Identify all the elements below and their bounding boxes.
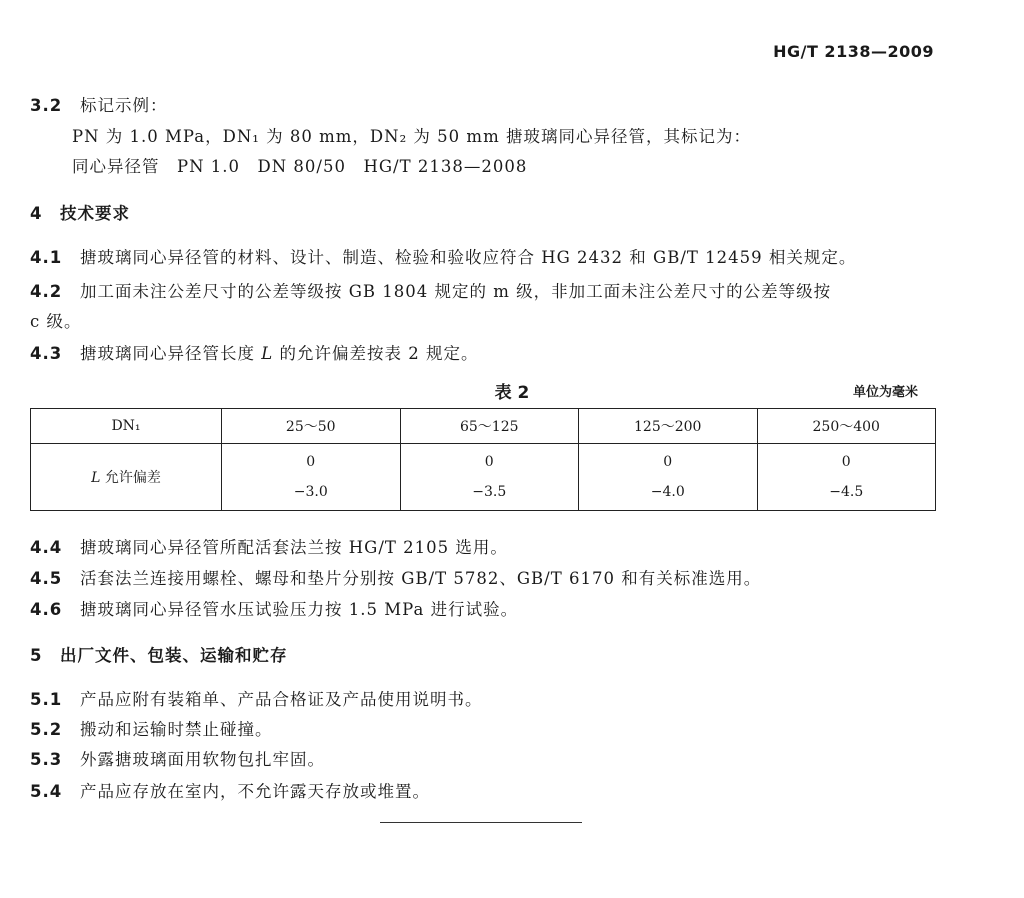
end-rule [380, 822, 582, 823]
clause-text: 加工面未注公差尺寸的公差等级按 GB 1804 规定的 m 级，非加工面未注公差尺寸的公差等级按 [80, 282, 832, 301]
length-symbol: L [261, 344, 274, 363]
clause-4-3 [30, 340, 478, 364]
clause-5-3 [30, 746, 325, 770]
clause-4-5 [30, 565, 761, 589]
section-title: 技术要求 [60, 204, 130, 223]
length-symbol: L [91, 470, 101, 486]
lower-deviation: −4.5 [829, 484, 864, 500]
clause-text: 搪玻璃同心异径管水压试验压力按 1.5 MPa 进行试验。 [80, 600, 519, 619]
table-header-row [31, 409, 936, 444]
section-4-heading [30, 200, 130, 224]
clause-number: 4.5 [30, 569, 63, 588]
clause-text-end: 的允许偏差按表 2 规定。 [273, 344, 479, 363]
clause-5-1 [30, 686, 483, 710]
upper-deviation: 0 [841, 454, 851, 470]
upper-deviation: 0 [663, 454, 673, 470]
marking-example-line: PN 为 1.0 MPa，DN₁ 为 80 mm，DN₂ 为 50 mm 搪玻璃同心异径管，其标记为： [72, 127, 751, 146]
clause-number: 5.4 [30, 782, 63, 801]
clause-number: 5.2 [30, 720, 63, 739]
lower-deviation: −3.0 [293, 484, 328, 500]
section-5-heading [30, 642, 288, 666]
clause-5-4 [30, 778, 430, 802]
clause-text: 产品应附有装箱单、产品合格证及产品使用说明书。 [80, 690, 483, 709]
row-label-text: 允许偏差 [100, 470, 161, 486]
length-tolerance-table [30, 408, 936, 511]
clause-text: 搪玻璃同心异径管所配活套法兰按 HG/T 2105 选用。 [80, 538, 508, 557]
clause-number: 5.1 [30, 690, 63, 709]
clause-4-2-continued: c 级。 [30, 312, 82, 331]
tolerance-cell [757, 444, 936, 511]
header-cell: DN₁ [31, 409, 222, 444]
clause-4-1 [30, 244, 856, 268]
clause-number: 4.4 [30, 538, 63, 557]
header-cell: 65～125 [400, 409, 579, 444]
standard-number: HG/T 2138—2009 [773, 42, 934, 61]
clause-number: 3.2 [30, 96, 63, 115]
clause-number: 5.3 [30, 750, 63, 769]
lower-deviation: −3.5 [472, 484, 507, 500]
upper-deviation: 0 [306, 454, 316, 470]
table-row [31, 444, 936, 511]
clause-4-4 [30, 534, 508, 558]
section-number: 4 [30, 204, 43, 223]
header-cell: 25～50 [222, 409, 401, 444]
header-cell: 125～200 [579, 409, 758, 444]
clause-text: 活套法兰连接用螺栓、螺母和垫片分别按 GB/T 5782、GB/T 6170 和有关标准选用。 [80, 569, 762, 588]
clause-text: 产品应存放在室内，不允许露天存放或堆置。 [80, 782, 430, 801]
clause-number: 4.3 [30, 344, 63, 363]
marking-example-designation: 同心异径管 PN 1.0 DN 80/50 HG/T 2138—2008 [72, 157, 528, 176]
clause-number: 4.6 [30, 600, 63, 619]
upper-deviation: 0 [484, 454, 494, 470]
clause-text: 搬动和运输时禁止碰撞。 [80, 720, 273, 739]
row-label [31, 444, 222, 511]
tolerance-cell [400, 444, 579, 511]
clause-title: 标记示例： [80, 96, 168, 115]
clause-text: 搪玻璃同心异径管的材料、设计、制造、检验和验收应符合 HG 2432 和 GB/T 12459 相关规定。 [80, 248, 857, 267]
table-title: 表 2 [494, 383, 530, 403]
clause-number: 4.1 [30, 248, 63, 267]
tolerance-cell [222, 444, 401, 511]
tolerance-cell [579, 444, 758, 511]
clause-number: 4.2 [30, 282, 63, 301]
clause-text: 外露搪玻璃面用软物包扎牢固。 [80, 750, 325, 769]
clause-4-2 [30, 278, 831, 302]
clause-3-2 [30, 92, 168, 116]
header-cell: 250～400 [757, 409, 936, 444]
table-unit: 单位为毫米 [852, 385, 918, 400]
clause-5-2 [30, 716, 273, 740]
clause-4-6 [30, 596, 518, 620]
section-title: 出厂文件、包装、运输和贮存 [60, 646, 288, 665]
clause-text: 搪玻璃同心异径管长度 [80, 344, 262, 363]
lower-deviation: −4.0 [650, 484, 685, 500]
section-number: 5 [30, 646, 43, 665]
